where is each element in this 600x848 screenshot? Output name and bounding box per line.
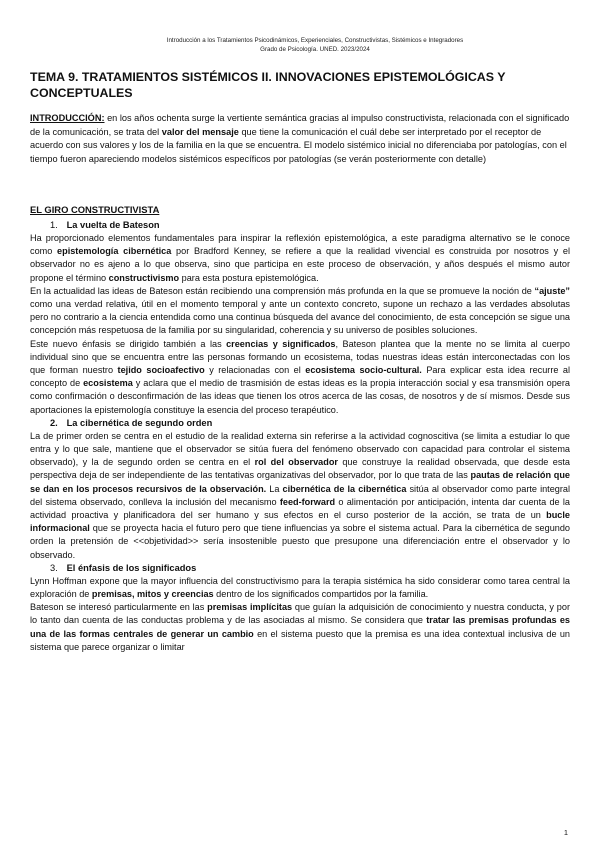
intro-label: INTRODUCCIÓN: <box>30 113 105 123</box>
subsection-heading-2: 2. La cibernética de segundo orden <box>50 417 213 428</box>
paragraph: En la actualidad las ideas de Bateson están recibiendo una comprensión más profunda en la que se promueve la noción de “ajuste” como una verdad relativa, útil en el momento temporal y ante un contexto concreto, supone un rechazo a las verdades absolutas pero no contrario a la ciencia entendida como una continua búsqueda del avance del conocimiento, de esta concepción se sigue una concepción más respetuosa de la familia por su singularidad, coherencia y su universo de posibles soluciones. <box>30 285 570 336</box>
chapter-title: TEMA 9. TRATAMIENTOS SISTÉMICOS II. INNOVACIONES EPISTEMOLÓGICAS Y CONCEPTUALES <box>30 70 506 100</box>
paragraph: Bateson se interesó particularmente en las premisas implícitas que guían la adquisición de conocimiento y nuestra conducta, y por lo tanto dan cuenta de las conductas problema y de las asociadas al mismo. Se considera que tratar las premisas profundas es una de las formas centrales de generar un cambio en el sistema puesto que la premisa es una idea contextual inclusiva de un sistema que parece organizar o limitar <box>30 602 570 652</box>
paragraph: Ha proporcionado elementos fundamentales para inspirar la reflexión epistemológica, a este paradigma alternativo se le conoce como epistemología cibernética por Bradford Kenney, se refiere a que la realidad vivencial es construida por nosotros y el observador no es ajeno a lo que observa, sino que participa en este proceso de observación, y años después el mismo autor propone el término constructivismo para esta postura epistemológica. <box>30 233 570 283</box>
page-number: 1 <box>563 828 568 837</box>
paragraph: Este nuevo énfasis se dirigido también a las creencias y significados, Bateson plantea que la mente no se limita al cuerpo individual sino que se encuentra entre las personas formando un ecosistema, todas nuestras ideas están interconectadas con los que forman nuestro tejido socioafectivo y relacionadas con el ecosistema socio-cultural. Para explicar esta idea recurre al concepto de ecosistema y aclara que el medio de trasmisión de estas ideas es la propia interacción social y esa transmisión opera como confirmación o desconfirmación de las ideas que tienen los otros acerca de las cosas, de nosotros y de sí mismos. Desde sus aportaciones la epistemología constituye la esencia del proceso terapéutico. <box>30 338 571 415</box>
running-header-degree: Grado de Psicología. UNED. 2023/2024 <box>260 46 370 53</box>
intro-paragraph: INTRODUCCIÓN: en los años ochenta surge la vertiente semántica gracias al impulso constructivista, relacionada con el significado de la comunicación, se trata del valor del mensaje que tiene la comunicación el cuál debe ser interpretado por el receptor de acuerdo con sus valores y los de la familia en la que se encuentra. El modelo sistémico inicial no diferenciaba por patologías, con el tiempo fueron apareciendo modelos sistémicos específicos por patologías (se verán posteriormente con detalle) <box>30 113 570 164</box>
subsection-heading-3: 3. El énfasis de los significados <box>50 562 197 573</box>
paragraph: Lynn Hoffman expone que la mayor influencia del constructivismo para la terapia sistémica ha sido considerar como tarea central la exploración de premisas, mitos y creencias dentro de los significados compartidos por la familia. <box>30 575 570 600</box>
running-header-course: Introducción a los Tratamientos Psicodinámicos, Experienciales, Constructivistas, Sistémicos e Integradores <box>166 37 464 44</box>
subsection-heading-1: 1. La vuelta de Bateson <box>50 220 160 230</box>
section-content <box>30 219 570 654</box>
section-heading: EL GIRO CONSTRUCTIVISTA <box>30 204 160 215</box>
paragraph: La de primer orden se centra en el estudio de la realidad externa sin referirse a la actividad cognoscitiva (se limita a estudiar lo que entra y lo que sale, mantiene que el observador se sitúa fuera del fenómeno observado con capacidad para controlar el sistema observado), y la de segundo orden se centra en el rol del observador que construye la realidad observada, que desde esta perspectiva deja de ser independiente de las tentativas organizativas del observador, por lo que trata de las pautas de relación que se dan en los procesos recursivos de la observación. La cibernética de la cibernética sitúa al observador como parte integral del sistema observado, conlleva la inclusión del mecanismo feed-forward o alimentación por anticipación, intenta dar cuenta de la actividad proactiva y planificadora del ser humano y sus efectos en el curso posterior de la acción, se trata de un bucle informacional que se proyecta hacia el futuro pero que tiene influencias ya sobre el sistema actual. Para la cibernética de segundo orden la pretensión de <<objetividad>> sería insostenible puesto que presupone una diferenciación entre el observador y lo observado. <box>30 430 570 560</box>
